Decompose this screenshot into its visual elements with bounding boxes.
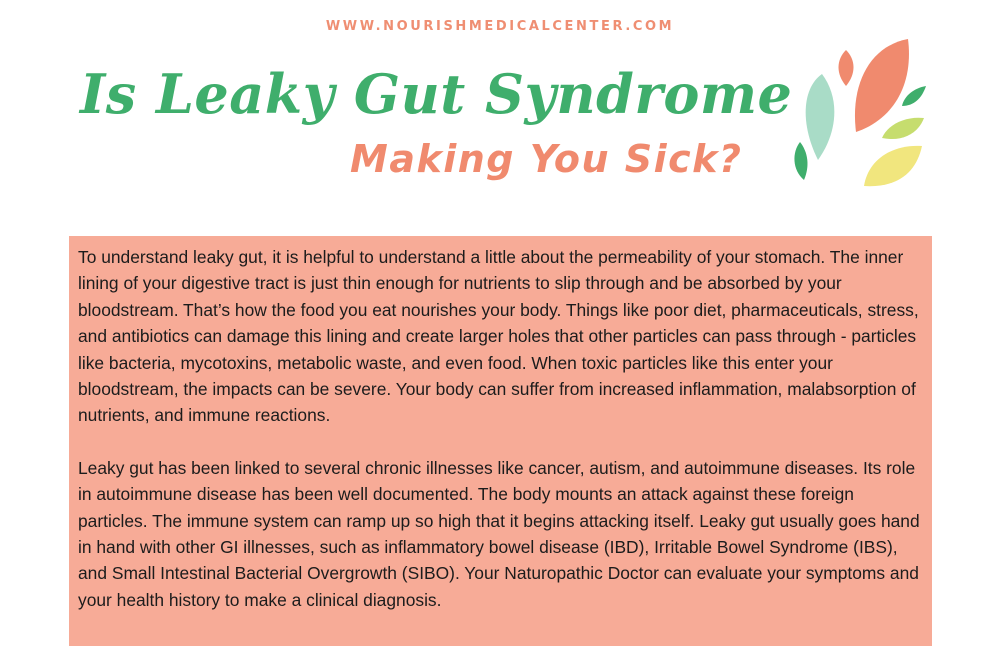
green-leaf-left: [794, 142, 807, 180]
green-leaf-small: [902, 86, 926, 106]
leaves-icon: [788, 36, 938, 196]
paragraph-illnesses: Leaky gut has been linked to several chronic illnesses like cancer, autism, and autoimmune diseases. Its role in autoimmune disease has been well documented. The body mounts an attack against these foreign particles. The immune system can ramp up so high that it begins attacking itself. Leaky gut usually goes hand in hand with other GI illnesses, such as inflammatory bowel disease (IBD), Irritable Bowel Syndrome (IBS), and Small Intestinal Bacterial Overgrowth (SIBO). Your Naturopathic Doctor can evaluate your symptoms and your health history to make a clinical diagnosis.: [78, 457, 920, 610]
yellow-leaf: [864, 146, 922, 186]
site-url: WWW.NOURISHMEDICALCENTER.COM: [325, 19, 675, 34]
coral-leaf-large: [855, 39, 909, 132]
page-title: Is Leaky Gut Syndrome: [80, 62, 793, 126]
content-box: [69, 236, 932, 646]
page-subtitle: Making You Sick?: [350, 137, 743, 181]
lime-leaf: [882, 118, 924, 139]
paragraph-permeability: To understand leaky gut, it is helpful to understand a little about the permeability of your stomach. The inner lining of your digestive tract is just thin enough for nutrients to slip through and be absorbed by your bloodstream. That’s how the food you eat nourishes your body. Things like poor diet, pharmaceuticals, stress, and antibiotics can damage this lining and create larger holes that other particles can pass through - particles like bacteria, mycotoxins, metabolic waste, and even food. When toxic particles like this enter your bloodstream, the impacts can be severe. Your body can suffer from increased inflammation, malabsorption of nutrients, and immune reactions.: [78, 247, 919, 426]
coral-leaf-small: [839, 50, 854, 86]
mint-leaf: [806, 74, 835, 160]
